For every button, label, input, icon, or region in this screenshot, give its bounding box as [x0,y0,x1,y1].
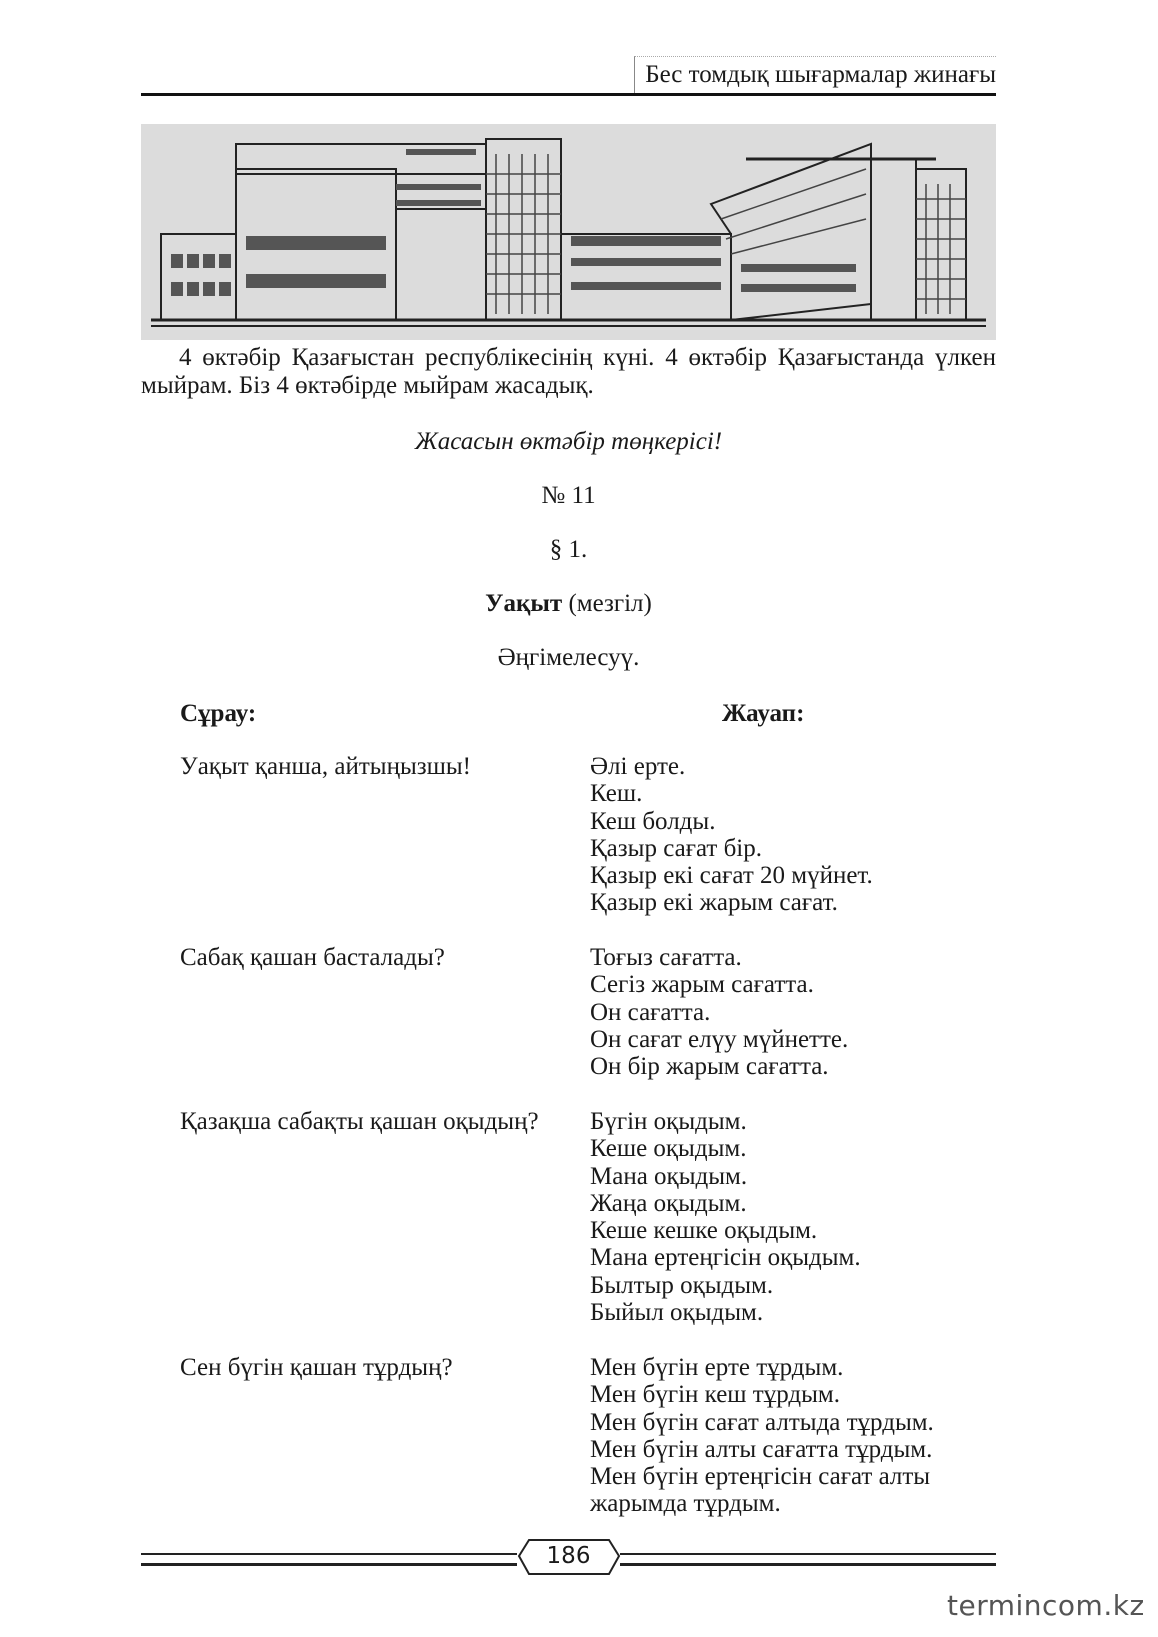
lesson-number: № 11 [541,482,596,509]
question-2: Сабақ қашан басталады? [180,944,445,971]
topic-bold: Уақыт [485,590,563,617]
answer-line: Он сағатта. [590,998,711,1026]
header-rule [141,93,996,96]
answer-line: Он сағат елүу мүйнетте. [590,1025,849,1053]
answer-line: Мана оқыдым. [590,1162,748,1190]
answer-line: Былтыр оқыдым. [590,1271,774,1299]
answer-line: жарымда тұрдым. [590,1490,781,1518]
answer-line: Мана ертеңгісін оқыдым. [590,1244,861,1272]
answer-line: Мен бүгін ерте тұрдым. [590,1354,844,1381]
topic-heading [141,590,996,618]
answer-line: Жаңа оқыдым. [590,1189,747,1217]
watermark-logo: termincom.kz [947,1589,1145,1622]
answer-column-heading: Жауап: [722,700,805,727]
page-footer [141,1534,996,1584]
question-1: Уақыт қанша, айтыңызшы! [180,753,472,780]
answer-line: Мен бүгін сағат алтыда тұрдым. [590,1408,934,1436]
question-3: Қазақша сабақты қашан оқыдың? [180,1108,539,1135]
section-number: § 1. [549,536,588,563]
answer-line: Он бір жарым сағатта. [590,1053,829,1081]
topic-rest: (мезгіл) [568,590,652,617]
slogan: Жасасын өктәбір төңкерісі! [414,428,723,455]
intro-paragraph: 4 өктәбір Қазағыстан республікесінің күні. 4 өктәбір Қазағыстанда үлкен мыйрам. Біз 4 өктәбірде мыйрам жасадық. [141,344,996,399]
answer-line: Кеше оқыдым. [590,1135,747,1163]
building-drawing-icon [141,124,996,340]
answers-1 [590,753,873,917]
answer-line: Сегіз жарым сағатта. [590,971,814,999]
answer-line: Қазыр екі сағат 20 мүйнет. [590,862,873,890]
answer-line: Кеше кешке оқыдым. [590,1217,818,1245]
answer-line: Бүгін оқыдым. [590,1108,747,1135]
header-title: Бес томдық шығармалар жинағы [634,56,996,93]
conversation-heading: Әңгімелесуү. [497,644,640,671]
page-number: 186 [546,1543,591,1569]
answer-line: Қазыр екі жарым сағат. [590,889,838,917]
answers-4 [590,1354,934,1518]
answers-2 [590,944,848,1080]
question-4: Сен бүгін қашан тұрдың? [180,1354,453,1381]
answer-line: Әлі ерте. [590,753,686,780]
answer-line: Мен бүгін алты сағатта тұрдым. [590,1435,933,1463]
answers-3 [590,1108,861,1326]
answer-line: Мен бүгін ертеңгісін сағат алты [590,1463,931,1491]
answer-line: Мен бүгін кеш тұрдым. [590,1381,840,1409]
running-header [141,54,996,96]
answer-line: Быйыл оқыдым. [590,1299,764,1327]
answer-line: Тоғыз сағатта. [590,944,742,971]
answer-line: Кеш. [590,780,643,808]
building-illustration [141,124,996,340]
question-column-heading: Сұрау: [180,700,257,727]
answer-line: Кеш болды. [590,807,716,835]
answer-line: Қазыр сағат бір. [590,834,762,862]
